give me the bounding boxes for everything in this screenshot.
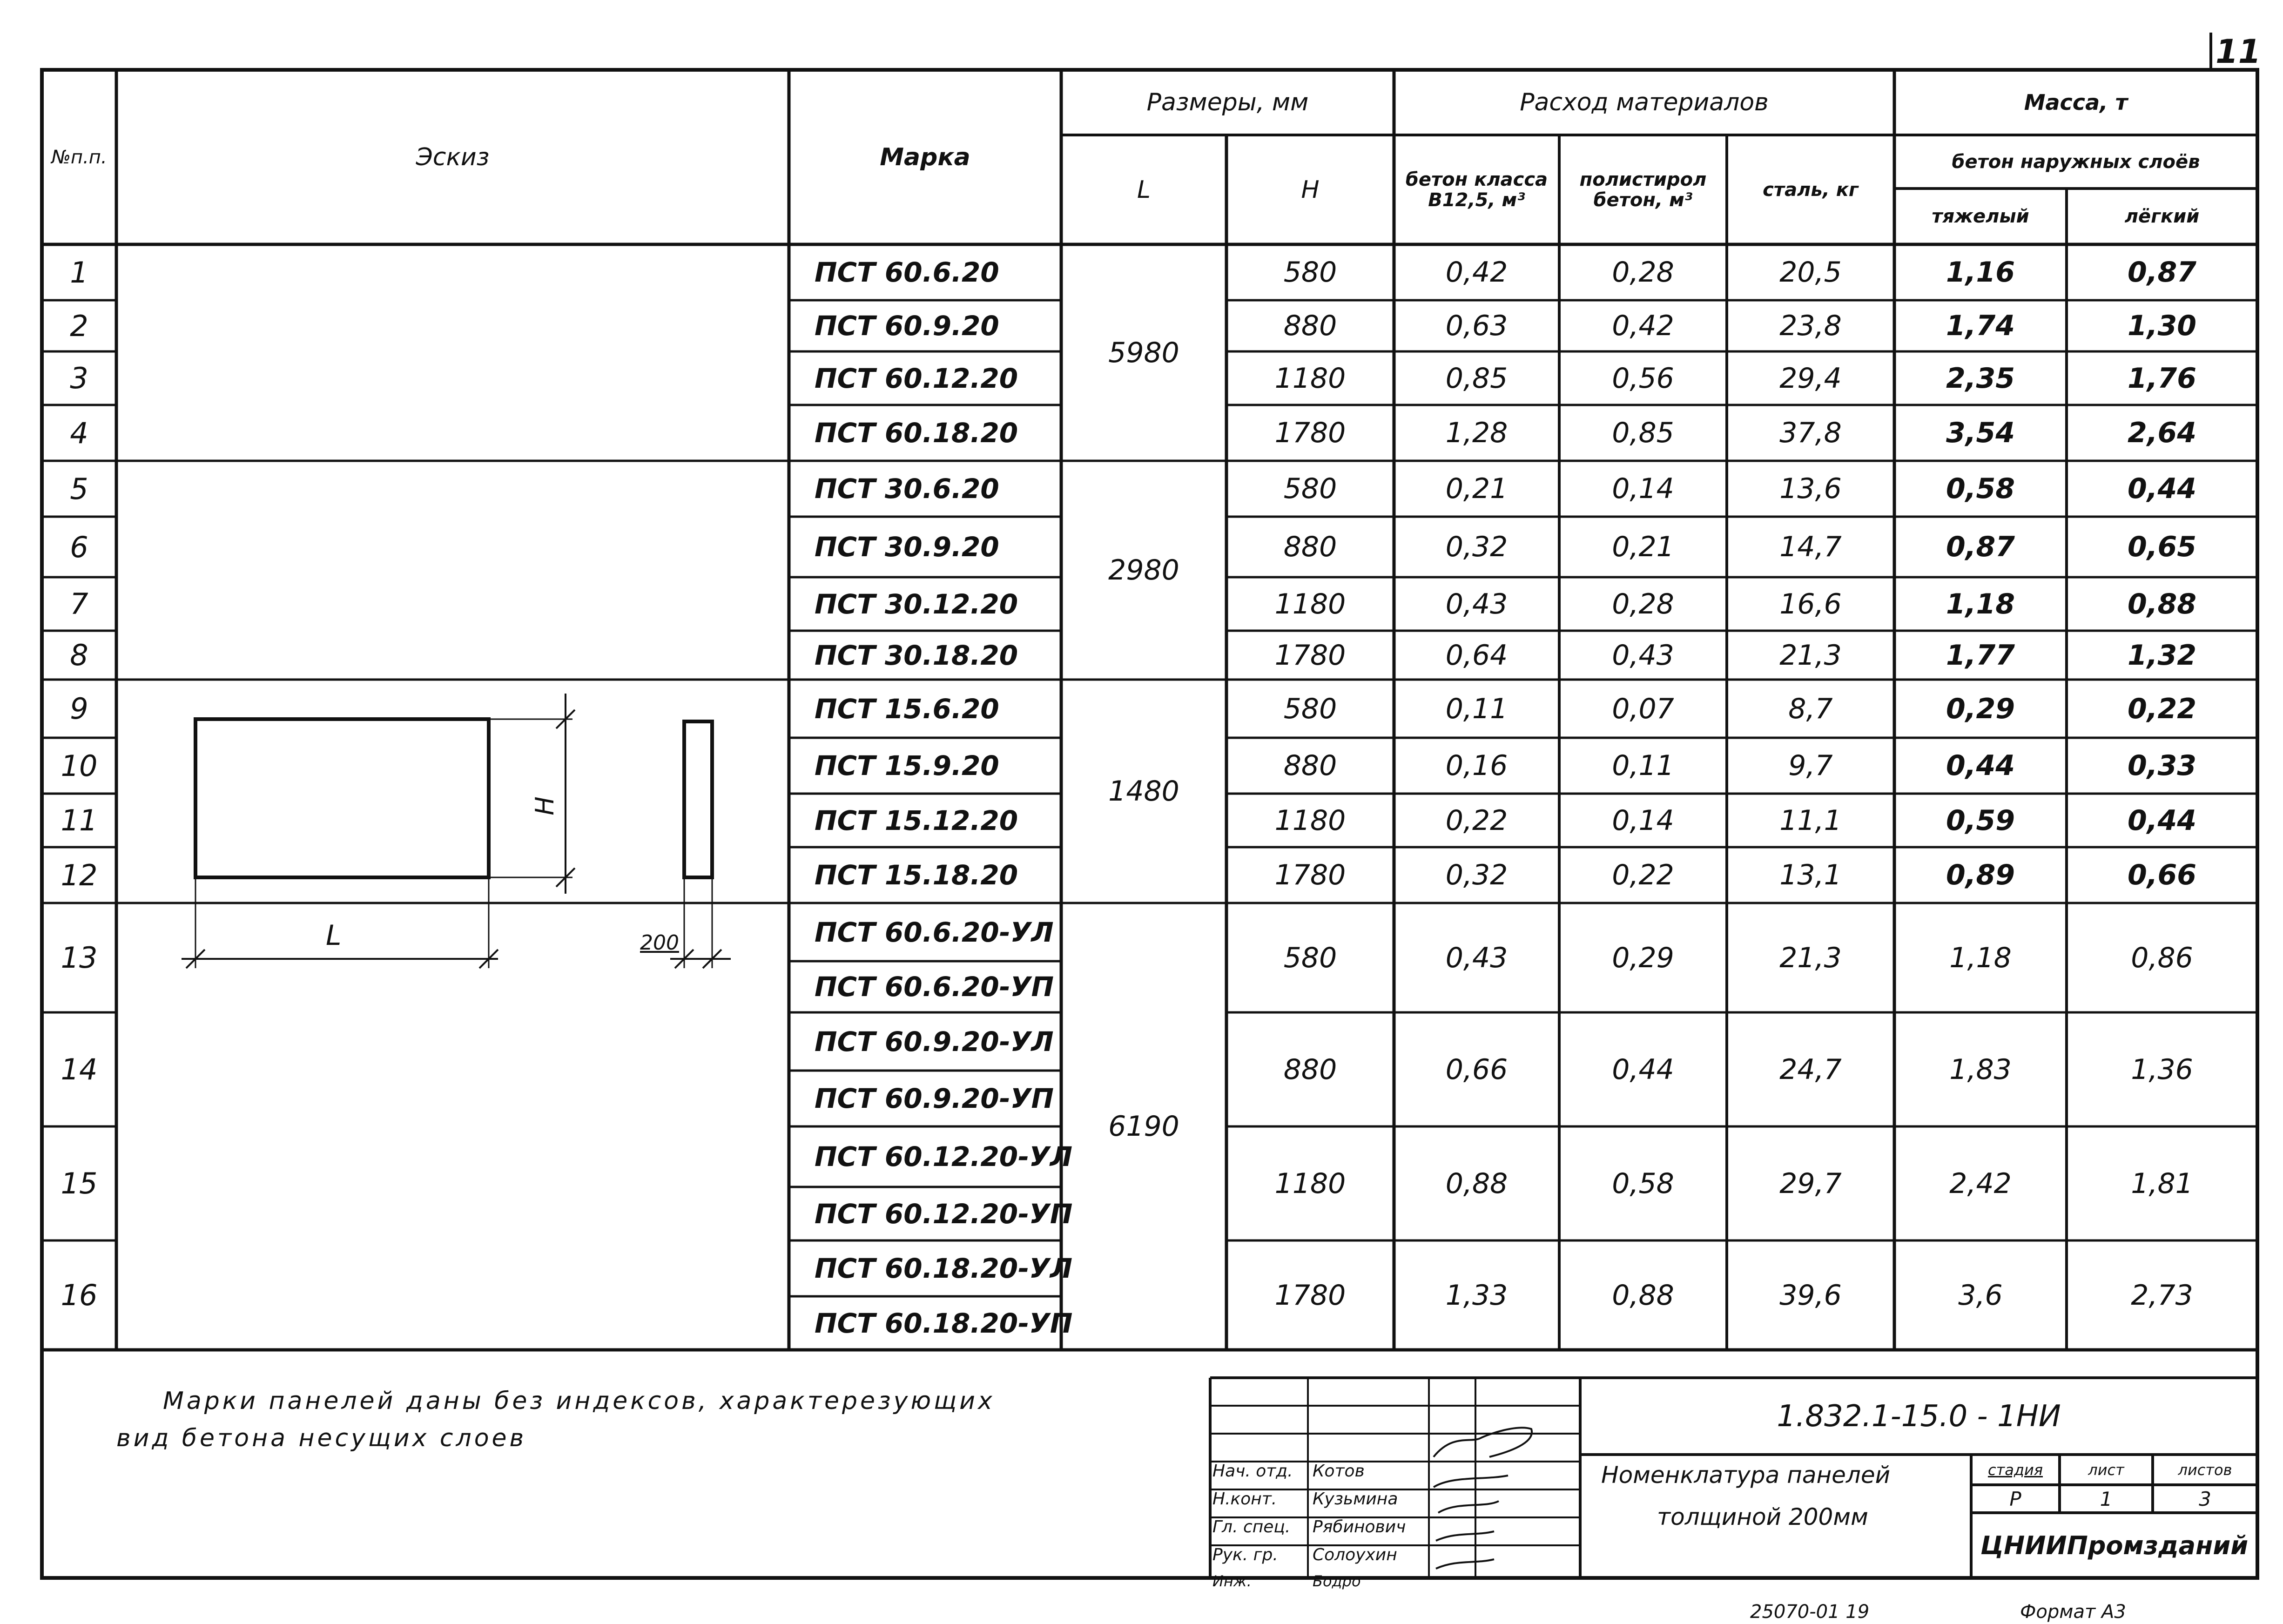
title-line-1: Номенклатура панелей [1601, 1462, 1891, 1489]
row-steel: 9,7 [1788, 749, 1833, 782]
header-materials: Расход материалов [1520, 88, 1769, 116]
row-light: 2,64 [2127, 417, 2197, 449]
header-sizes: Размеры, мм [1146, 88, 1309, 116]
row-heavy: 0,87 [1946, 531, 2015, 563]
row-light: 0,87 [2127, 256, 2197, 289]
row-heavy: 0,89 [1946, 859, 2015, 891]
row-H: 1780 [1274, 1279, 1346, 1312]
row-poly: 0,07 [1612, 692, 1674, 725]
row-steel: 29,4 [1779, 362, 1842, 395]
header-polystyrene: полистирол бетон, м³ [1579, 168, 1707, 211]
drawing-code: 1.832.1-15.0 - 1НИ [1777, 1399, 2061, 1434]
row-poly: 0,14 [1612, 472, 1674, 505]
L-group-1: 5980 [1108, 336, 1179, 369]
row-steel: 29,7 [1779, 1167, 1842, 1200]
row-poly: 0,58 [1612, 1167, 1674, 1200]
row-H: 1180 [1274, 804, 1346, 837]
row-light: 2,73 [2131, 1279, 2193, 1312]
row-H: 580 [1283, 941, 1337, 974]
signature-scribbles [1434, 1428, 1532, 1569]
row-number: 16 [61, 1278, 98, 1312]
row-light: 0,65 [2127, 531, 2197, 563]
row-concrete: 0,66 [1445, 1053, 1508, 1086]
row-mark-alt: ПСТ 60.12.20-УП [815, 1198, 1073, 1230]
row-concrete: 0,22 [1445, 804, 1508, 837]
row-light: 1,81 [2131, 1167, 2193, 1200]
row-concrete: 0,43 [1445, 587, 1508, 620]
row-H: 1780 [1274, 417, 1346, 449]
row-heavy: 0,29 [1946, 692, 2015, 725]
title-line-2: толщиной 200мм [1657, 1503, 1868, 1530]
row-light: 0,86 [2131, 941, 2193, 974]
row-heavy: 0,59 [1946, 804, 2015, 837]
L-group-2: 2980 [1108, 554, 1179, 586]
name-group-lead: Солоухин [1313, 1545, 1397, 1564]
row-heavy: 0,58 [1946, 472, 2015, 505]
row-mark-alt: ПСТ 60.6.20-УП [815, 971, 1054, 1003]
row-number: 14 [61, 1052, 98, 1086]
row-concrete: 1,28 [1445, 417, 1508, 449]
row-poly: 0,11 [1612, 749, 1674, 782]
row-heavy: 1,77 [1946, 639, 2015, 672]
row-steel: 23,8 [1779, 310, 1842, 342]
stage-label: стадия [1987, 1461, 2043, 1479]
header-sketch: Эскиз [416, 143, 490, 171]
row-light: 0,88 [2127, 587, 2197, 620]
row-mark: ПСТ 60.9.20-УЛ [815, 1025, 1054, 1058]
row-concrete: 0,42 [1445, 256, 1508, 289]
role-chief-spec: Гл. спец. [1212, 1517, 1291, 1536]
row-poly: 0,29 [1612, 941, 1674, 974]
row-concrete: 0,21 [1445, 472, 1508, 505]
bottom-number: 25070-01 19 [1750, 1601, 1870, 1623]
row-H: 1180 [1274, 362, 1346, 395]
row-poly: 0,56 [1612, 362, 1674, 395]
organization: ЦНИИПромзданий [1980, 1530, 2249, 1560]
row-steel: 16,6 [1779, 587, 1842, 620]
row-H: 580 [1283, 256, 1337, 289]
row-H: 580 [1283, 472, 1337, 505]
row-heavy: 0,44 [1946, 749, 2015, 782]
row-H: 880 [1283, 1053, 1337, 1086]
sheet-label: лист [2088, 1461, 2124, 1479]
row-heavy: 3,54 [1946, 417, 2015, 449]
row-steel: 39,6 [1779, 1279, 1842, 1312]
row-mark: ПСТ 30.18.20 [815, 639, 1018, 671]
row-concrete: 0,32 [1445, 531, 1508, 563]
row-mark: ПСТ 15.18.20 [815, 859, 1018, 891]
row-mark: ПСТ 15.9.20 [815, 750, 999, 782]
row-heavy: 2,42 [1949, 1167, 2012, 1200]
row-poly: 0,43 [1612, 639, 1674, 672]
row-light: 0,66 [2127, 859, 2197, 891]
row-H: 1180 [1274, 587, 1346, 620]
header-steel: сталь, кг [1763, 179, 1859, 201]
row-mark: ПСТ 30.6.20 [815, 473, 999, 505]
row-number: 2 [70, 309, 88, 343]
row-mark: ПСТ 15.6.20 [815, 693, 999, 725]
row-H: 880 [1283, 310, 1337, 342]
sheets-value: 3 [2199, 1487, 2211, 1510]
row-light: 1,32 [2127, 639, 2197, 672]
row-heavy: 1,74 [1946, 310, 2015, 342]
row-number: 13 [61, 941, 98, 975]
row-number: 12 [61, 858, 98, 892]
row-poly: 0,28 [1612, 587, 1674, 620]
row-poly: 0,44 [1612, 1053, 1674, 1086]
row-concrete: 0,88 [1445, 1167, 1508, 1200]
role-head: Нач. отд. [1212, 1462, 1293, 1481]
row-poly: 0,85 [1612, 417, 1674, 449]
role-engineer: Инж. [1212, 1572, 1252, 1590]
row-number: 7 [70, 587, 88, 621]
header-outer-layers: бетон наружных слоёв [1952, 151, 2200, 173]
row-concrete: 0,85 [1445, 362, 1508, 395]
row-mark: ПСТ 60.18.20 [815, 417, 1018, 449]
row-steel: 13,1 [1779, 859, 1842, 891]
row-poly: 0,28 [1612, 256, 1674, 289]
row-steel: 13,6 [1779, 472, 1842, 505]
row-concrete: 0,11 [1445, 692, 1508, 725]
row-mark-alt: ПСТ 60.9.20-УП [815, 1083, 1054, 1114]
row-mark: ПСТ 15.12.20 [815, 804, 1018, 836]
sketch-thickness-label: 200 [640, 931, 679, 955]
row-light: 1,76 [2127, 362, 2197, 395]
row-mark: ПСТ 60.18.20-УЛ [815, 1253, 1073, 1284]
row-poly: 0,42 [1612, 310, 1674, 342]
row-H: 1180 [1274, 1167, 1346, 1200]
name-engineer: Бодро [1313, 1572, 1361, 1590]
role-group-lead: Рук. гр. [1212, 1545, 1278, 1564]
row-steel: 20,5 [1779, 256, 1842, 289]
format-label: Формат А3 [2020, 1601, 2126, 1623]
header-num: №п.п. [51, 146, 107, 168]
row-light: 0,44 [2127, 804, 2197, 837]
row-light: 1,36 [2131, 1053, 2193, 1086]
row-H: 1780 [1274, 859, 1346, 891]
row-H: 580 [1283, 692, 1337, 725]
header-mass: Масса, т [2024, 90, 2128, 115]
row-number: 3 [70, 361, 88, 395]
row-mark: ПСТ 60.6.20 [815, 256, 999, 288]
sheet-value: 1 [2100, 1487, 2113, 1510]
row-concrete: 1,33 [1445, 1279, 1508, 1312]
sketch-L-label: L [326, 919, 342, 952]
row-concrete: 0,43 [1445, 941, 1508, 974]
row-heavy: 3,6 [1958, 1279, 2003, 1312]
row-light: 1,30 [2127, 310, 2197, 342]
row-steel: 8,7 [1788, 692, 1833, 725]
row-concrete: 0,16 [1445, 749, 1508, 782]
L-group-3: 1480 [1108, 775, 1179, 808]
row-poly: 0,21 [1612, 531, 1674, 563]
row-number: 11 [61, 803, 98, 837]
row-mark: ПСТ 60.12.20-УЛ [815, 1141, 1073, 1173]
header-H: H [1301, 175, 1320, 204]
name-head: Котов [1313, 1462, 1365, 1481]
note-line-1: Марки панелей даны без индексов, характерезующих [163, 1387, 995, 1415]
row-light: 0,33 [2127, 749, 2197, 782]
row-steel: 21,3 [1779, 941, 1842, 974]
row-poly: 0,22 [1612, 859, 1674, 891]
role-norm-control: Н.конт. [1212, 1489, 1277, 1509]
row-mark: ПСТ 30.12.20 [815, 588, 1018, 620]
note-line-2: вид бетона несущих слоев [116, 1424, 527, 1452]
sketch-H-label: H [530, 796, 559, 815]
row-mark: ПСТ 60.9.20 [815, 310, 999, 342]
row-mark: ПСТ 60.6.20-УЛ [815, 916, 1054, 948]
header-L: L [1137, 175, 1151, 204]
row-number: 8 [70, 638, 88, 672]
row-heavy: 2,35 [1946, 362, 2015, 395]
row-number: 1 [70, 255, 88, 290]
row-H: 880 [1283, 749, 1337, 782]
header-mark: Марка [880, 143, 970, 171]
row-heavy: 1,18 [1946, 587, 2015, 620]
row-H: 1780 [1274, 639, 1346, 672]
row-heavy: 1,16 [1946, 256, 2015, 289]
page-number: 11 [2216, 33, 2261, 71]
header-concrete: бетон класса В12,5, м³ [1405, 168, 1548, 211]
L-group-4: 6190 [1108, 1110, 1179, 1143]
row-H: 880 [1283, 531, 1337, 563]
row-mark: ПСТ 60.12.20 [815, 362, 1018, 394]
row-concrete: 0,32 [1445, 859, 1508, 891]
row-number: 15 [61, 1166, 98, 1200]
row-number: 4 [70, 416, 88, 450]
row-heavy: 1,18 [1949, 941, 2012, 974]
row-number: 9 [70, 692, 88, 726]
row-light: 0,44 [2127, 472, 2197, 505]
row-concrete: 0,64 [1445, 639, 1508, 672]
header-heavy: тяжелый [1932, 206, 2029, 227]
row-steel: 11,1 [1779, 804, 1842, 837]
row-number: 6 [70, 530, 88, 564]
row-number: 10 [61, 748, 98, 783]
sheets-label: листов [2178, 1461, 2232, 1479]
row-heavy: 1,83 [1949, 1053, 2012, 1086]
row-mark: ПСТ 30.9.20 [815, 531, 999, 563]
row-light: 0,22 [2127, 692, 2197, 725]
name-chief-spec: Рябинович [1313, 1517, 1406, 1536]
row-number: 5 [70, 472, 88, 506]
row-poly: 0,88 [1612, 1279, 1674, 1312]
row-concrete: 0,63 [1445, 310, 1508, 342]
row-mark-alt: ПСТ 60.18.20-УП [815, 1307, 1073, 1339]
header-light: лёгкий [2124, 206, 2200, 227]
row-steel: 14,7 [1779, 531, 1842, 563]
row-steel: 24,7 [1779, 1053, 1842, 1086]
name-norm-control: Кузьмина [1313, 1489, 1398, 1509]
row-steel: 37,8 [1779, 417, 1842, 449]
row-steel: 21,3 [1779, 639, 1842, 672]
stage-value: Р [2009, 1487, 2021, 1510]
row-poly: 0,14 [1612, 804, 1674, 837]
